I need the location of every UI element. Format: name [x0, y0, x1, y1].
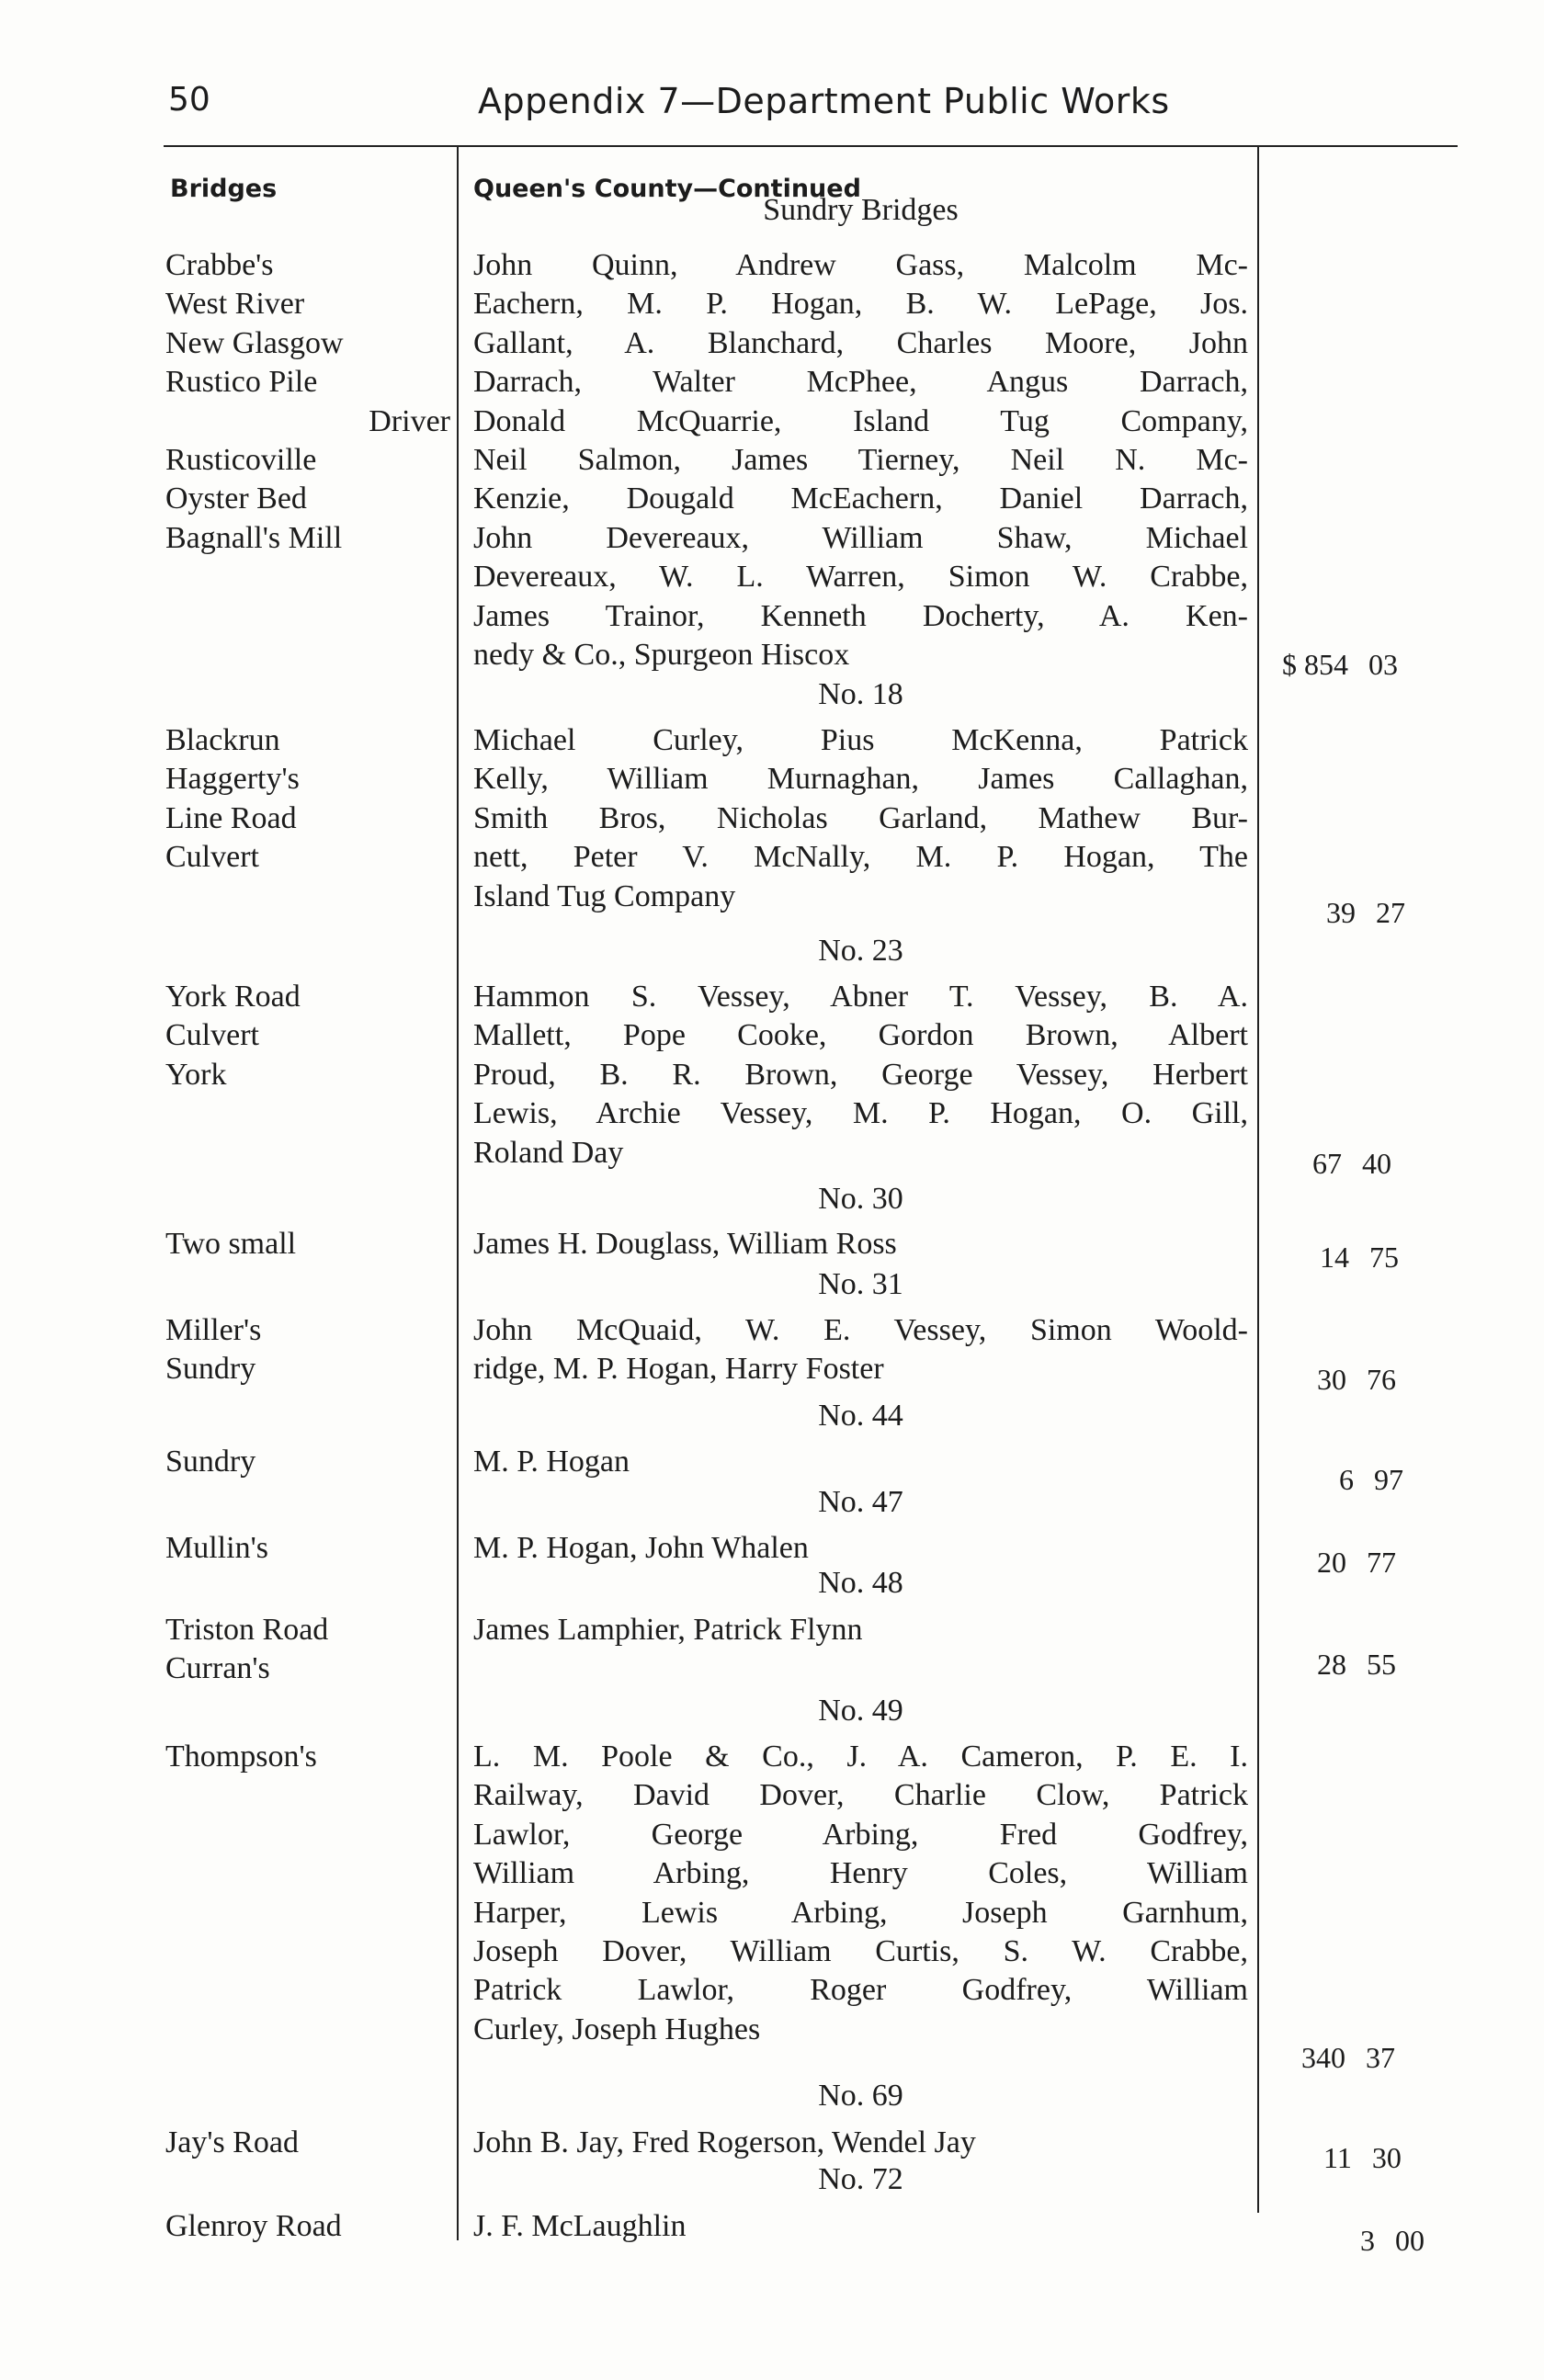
- name-line: Devereaux, W. L. Warren, Simon W. Crabbe,: [473, 560, 1248, 595]
- name-line: J. F. McLaughlin: [473, 2209, 687, 2243]
- amount-dollars: 340: [1301, 2041, 1345, 2074]
- amount-cents: 40: [1362, 1147, 1391, 1180]
- bridge-list: [165, 978, 450, 1094]
- amount: [1326, 896, 1405, 930]
- contractor-names: [473, 721, 1248, 916]
- amount-cents: 37: [1366, 2041, 1395, 2074]
- name-line: Donald McQuarrie, Island Tug Company,: [473, 403, 1248, 438]
- bridge-name: Jay's Road: [165, 2125, 299, 2159]
- amount-dollars: 6: [1339, 1463, 1354, 1496]
- contractor-names: [473, 2207, 1248, 2246]
- bridge-name: Rusticoville: [165, 443, 317, 478]
- contractor-names: [473, 2124, 1248, 2162]
- name-line: Lawlor, George Arbing, Fred Godfrey,: [473, 1817, 1248, 1852]
- amount-dollars: 30: [1317, 1363, 1346, 1396]
- bridge-name: Curran's: [165, 1651, 270, 1686]
- amount-cents: 30: [1371, 2141, 1402, 2174]
- contractor-names: [473, 1611, 1248, 1649]
- contractor-names: [473, 1225, 1248, 1264]
- amount-dollars: 11: [1323, 2141, 1352, 2174]
- section-heading: No. 49: [818, 1694, 903, 1728]
- amount-dollars: 20: [1317, 1546, 1346, 1579]
- page-title: Appendix 7—Department Public Works: [478, 81, 1170, 121]
- bridge-list: [165, 1529, 450, 1568]
- header-rule: [164, 145, 1458, 147]
- bridge-list: [165, 1738, 450, 1776]
- name-line: James Trainor, Kenneth Docherty, A. Ken-: [473, 598, 1248, 633]
- name-line: Harper, Lewis Arbing, Joseph Garnhum,: [473, 1895, 1248, 1930]
- amount-cents: 77: [1367, 1546, 1396, 1579]
- name-line: L. M. Poole & Co., J. A. Cameron, P. E. I.: [473, 1740, 1248, 1774]
- name-line: M. P. Hogan, John Whalen: [473, 1531, 809, 1565]
- name-line: Roland Day: [473, 1135, 624, 1170]
- bridge-list: [165, 246, 450, 558]
- amount: [1320, 1241, 1399, 1275]
- amount-cents: 76: [1367, 1363, 1396, 1396]
- bridge-list: [165, 2124, 450, 2162]
- bridge-list: [165, 1443, 450, 1481]
- name-line: John Devereaux, William Shaw, Michael: [473, 520, 1248, 555]
- bridge-name: York: [165, 1057, 227, 1092]
- section-heading: Sundry Bridges: [763, 193, 959, 227]
- contractor-names: [473, 1311, 1248, 1389]
- name-line: John Quinn, Andrew Gass, Malcolm Mc-: [473, 248, 1248, 282]
- amount-cents: 27: [1376, 896, 1405, 929]
- name-line: Michael Curley, Pius McKenna, Patrick: [473, 723, 1248, 757]
- bridge-list: [165, 1611, 450, 1689]
- name-line: Neil Salmon, James Tierney, Neil N. Mc-: [473, 443, 1248, 478]
- amount: [1317, 1648, 1396, 1682]
- name-line: Gallant, A. Blanchard, Charles Moore, John: [473, 325, 1248, 360]
- name-line: Hammon S. Vessey, Abner T. Vessey, B. A.: [473, 980, 1248, 1014]
- bridge-name: Oyster Bed: [165, 482, 307, 516]
- name-line: ridge, M. P. Hogan, Harry Foster: [473, 1352, 884, 1387]
- county-column-heading: Queen's County—Continued: [473, 175, 861, 203]
- section-heading: No. 18: [818, 677, 903, 711]
- column-divider-left: [457, 147, 459, 2240]
- name-line: John McQuaid, W. E. Vessey, Simon Woold-: [473, 1313, 1248, 1347]
- column-divider-right: [1257, 147, 1259, 2213]
- bridge-name: Glenroy Road: [165, 2209, 342, 2243]
- bridge-name: Two small: [165, 1227, 297, 1261]
- amount-dollars: 67: [1312, 1147, 1342, 1180]
- bridge-name: York Road: [165, 980, 301, 1014]
- contractor-names: [473, 1443, 1248, 1481]
- bridge-name: Mullin's: [165, 1531, 268, 1565]
- bridge-name: Bagnall's Mill: [165, 520, 343, 555]
- section-heading: No. 48: [818, 1566, 903, 1600]
- bridge-name: Rustico Pile: [165, 365, 318, 400]
- amount: [1301, 2041, 1395, 2075]
- bridge-name: Culvert: [165, 840, 259, 875]
- contractor-names: [473, 1738, 1248, 2049]
- name-line: Patrick Lawlor, Roger Godfrey, William: [473, 1973, 1248, 2008]
- amount-dollars: 3: [1360, 2224, 1375, 2257]
- amount: [1317, 1546, 1396, 1580]
- name-line: Island Tug Company: [473, 878, 736, 913]
- amount: [1339, 1463, 1403, 1497]
- name-line: Lewis, Archie Vessey, M. P. Hogan, O. Gill,: [473, 1096, 1248, 1131]
- bridge-name: Triston Road: [165, 1613, 329, 1647]
- section-heading: No. 31: [818, 1267, 903, 1301]
- name-line: Proud, B. R. Brown, George Vessey, Herbert: [473, 1057, 1248, 1092]
- amount-cents: 03: [1368, 648, 1398, 681]
- name-line: James Lamphier, Patrick Flynn: [473, 1613, 863, 1647]
- bridge-list: [165, 1225, 450, 1264]
- name-line: Darrach, Walter McPhee, Angus Darrach,: [473, 365, 1248, 400]
- bridge-name: Sundry: [165, 1445, 256, 1479]
- name-line: nett, Peter V. McNally, M. P. Hogan, The: [473, 840, 1248, 875]
- bridge-name: Blackrun: [165, 723, 280, 757]
- page-number: 50: [168, 81, 210, 119]
- amount-dollars: 14: [1320, 1241, 1349, 1274]
- section-heading: No. 30: [818, 1182, 903, 1216]
- section-heading: No. 23: [818, 934, 903, 968]
- bridge-list: [165, 1311, 450, 1389]
- amount: [1282, 648, 1398, 682]
- amount-cents: 00: [1395, 2224, 1425, 2257]
- amount-cents: 75: [1369, 1241, 1399, 1274]
- bridge-name: Culvert: [165, 1018, 259, 1053]
- bridge-name: Miller's: [165, 1313, 262, 1347]
- bridge-name: Thompson's: [165, 1740, 317, 1774]
- name-line: John B. Jay, Fred Rogerson, Wendel Jay: [473, 2125, 976, 2159]
- amount: [1360, 2224, 1425, 2258]
- amount: [1323, 2141, 1402, 2175]
- contractor-names: [473, 978, 1248, 1173]
- amount-dollars: 28: [1317, 1648, 1346, 1681]
- name-line: Joseph Dover, William Curtis, S. W. Crabbe,: [473, 1934, 1248, 1969]
- name-line: Smith Bros, Nicholas Garland, Mathew Bur-: [473, 800, 1248, 835]
- name-line: Railway, David Dover, Charlie Clow, Patrick: [473, 1778, 1248, 1813]
- bridge-list: [165, 721, 450, 878]
- amount-cents: 55: [1367, 1648, 1396, 1681]
- bridge-name: Crabbe's: [165, 248, 274, 282]
- name-line: M. P. Hogan: [473, 1445, 630, 1479]
- bridge-name: Haggerty's: [165, 762, 300, 797]
- name-line: Eachern, M. P. Hogan, B. W. LePage, Jos.: [473, 287, 1248, 322]
- bridge-name: Driver: [369, 403, 450, 438]
- bridge-name: Line Road: [165, 800, 297, 835]
- name-line: William Arbing, Henry Coles, William: [473, 1856, 1248, 1891]
- section-heading: No. 69: [818, 2079, 903, 2113]
- bridge-name: Sundry: [165, 1352, 256, 1387]
- amount: [1317, 1363, 1396, 1397]
- bridge-name: New Glasgow: [165, 325, 344, 360]
- name-line: nedy & Co., Spurgeon Hiscox: [473, 638, 850, 673]
- section-heading: No. 72: [818, 2162, 903, 2196]
- name-line: Kelly, William Murnaghan, James Callaghan,: [473, 762, 1248, 797]
- amount-cents: 97: [1374, 1463, 1403, 1496]
- amount-dollars: $ 854: [1282, 648, 1348, 681]
- name-line: Curley, Joseph Hughes: [473, 2012, 761, 2046]
- bridge-name: West River: [165, 287, 305, 322]
- name-line: James H. Douglass, William Ross: [473, 1227, 897, 1261]
- bridges-column-heading: Bridges: [170, 175, 278, 203]
- contractor-names: [473, 246, 1248, 674]
- bridge-list: [165, 2207, 450, 2246]
- amount-dollars: 39: [1326, 896, 1356, 929]
- name-line: Mallett, Pope Cooke, Gordon Brown, Albert: [473, 1018, 1248, 1053]
- name-line: Kenzie, Dougald McEachern, Daniel Darrach,: [473, 482, 1248, 516]
- contractor-names: [473, 1529, 1248, 1568]
- amount: [1312, 1147, 1391, 1181]
- section-heading: No. 47: [818, 1485, 903, 1519]
- section-heading: No. 44: [818, 1399, 903, 1433]
